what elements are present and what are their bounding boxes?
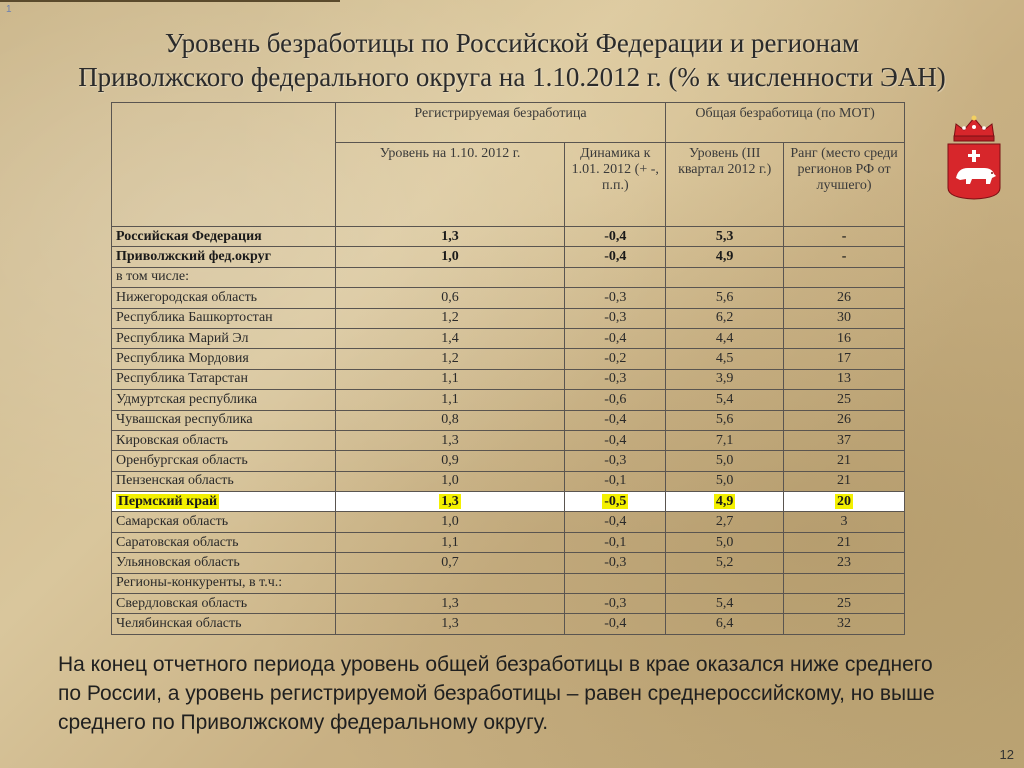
value-cell-dyn (565, 492, 666, 512)
value-cell-reg: 0,9 (335, 451, 565, 471)
region-name-cell: Челябинская область (112, 614, 336, 634)
value-cell-mot: 5,0 (666, 471, 784, 491)
region-name-cell: Ульяновская область (112, 553, 336, 573)
region-name-cell: Кировская область (112, 430, 336, 450)
page-number: 12 (999, 747, 1014, 762)
corner-mark: 1 (6, 4, 12, 15)
registered-unemployment-header: Регистрируемая безработица (335, 103, 666, 143)
region-name-cell: Свердловская область (112, 594, 336, 614)
region-name-cell: Республика Татарстан (112, 369, 336, 389)
value-cell-reg: 1,1 (335, 390, 565, 410)
value-cell-mot: 6,4 (666, 614, 784, 634)
table-row (112, 227, 905, 247)
table-row (112, 532, 905, 552)
table-row (112, 553, 905, 573)
value-cell-dyn: -0,6 (565, 390, 666, 410)
table-row (112, 512, 905, 532)
value-cell-rank: 25 (784, 390, 905, 410)
table-row (112, 390, 905, 410)
value-cell-mot (666, 267, 784, 287)
value-cell-rank: 25 (784, 594, 905, 614)
value-cell-rank: 37 (784, 430, 905, 450)
highlight-value: -0,5 (604, 493, 627, 509)
highlight-value: 4,9 (715, 493, 734, 509)
value-cell-mot: 3,9 (666, 369, 784, 389)
table-row (112, 288, 905, 308)
value-cell-dyn: -0,1 (565, 471, 666, 491)
value-cell-mot: 5,2 (666, 553, 784, 573)
region-header-cell (112, 103, 336, 227)
region-name-cell: Чувашская республика (112, 410, 336, 430)
value-cell-dyn: -0,3 (565, 288, 666, 308)
value-cell-mot (666, 492, 784, 512)
value-cell-mot: 2,7 (666, 512, 784, 532)
table-row (112, 573, 905, 593)
value-cell-reg (335, 573, 565, 593)
table-row (112, 267, 905, 287)
value-cell-rank: 32 (784, 614, 905, 634)
value-cell-dyn: -0,4 (565, 614, 666, 634)
crown-icon (954, 116, 994, 142)
region-name-cell: Республика Башкортостан (112, 308, 336, 328)
value-cell-mot: 5,6 (666, 410, 784, 430)
slide-title (20, 26, 1004, 94)
title-line-2: Приволжского федерального округа на 1.10.2012 г. (% к численности ЭАН) (78, 62, 946, 92)
value-cell-dyn (565, 573, 666, 593)
highlight-value: 1,3 (441, 493, 459, 509)
value-cell-rank: 16 (784, 328, 905, 348)
value-cell-dyn (565, 267, 666, 287)
table-row (112, 369, 905, 389)
region-name-cell: Самарская область (112, 512, 336, 532)
table-body (112, 227, 905, 635)
region-name-cell: Российская Федерация (112, 227, 336, 247)
region-name-cell: Регионы-конкуренты, в т.ч.: (112, 573, 336, 593)
value-cell-dyn: -0,4 (565, 227, 666, 247)
region-name-cell (112, 492, 336, 512)
value-cell-mot: 6,2 (666, 308, 784, 328)
value-cell-rank: - (784, 227, 905, 247)
level-header: Уровень на 1.10. 2012 г. (335, 143, 565, 227)
table-row (112, 492, 905, 512)
value-cell-reg: 0,7 (335, 553, 565, 573)
value-cell-rank: 30 (784, 308, 905, 328)
value-cell-dyn: -0,4 (565, 512, 666, 532)
region-name-cell: в том числе: (112, 267, 336, 287)
value-cell-mot: 4,9 (666, 247, 784, 267)
value-cell-dyn: -0,1 (565, 532, 666, 552)
rank-header: Ранг (место среди регионов РФ от лучшего) (784, 143, 905, 227)
value-cell-reg: 1,1 (335, 369, 565, 389)
region-name-cell: Приволжский фед.округ (112, 247, 336, 267)
level-mot-header: Уровень (III квартал 2012 г.) (666, 143, 784, 227)
value-cell-reg: 0,8 (335, 410, 565, 430)
value-cell-reg (335, 267, 565, 287)
value-cell-rank: 21 (784, 451, 905, 471)
value-cell-dyn: -0,3 (565, 594, 666, 614)
perm-coat-of-arms-icon (944, 112, 1004, 200)
value-cell-reg: 1,3 (335, 594, 565, 614)
value-cell-reg: 1,0 (335, 471, 565, 491)
value-cell-mot: 5,4 (666, 390, 784, 410)
value-cell-reg: 1,1 (335, 532, 565, 552)
table-row (112, 247, 905, 267)
value-cell-rank: 21 (784, 532, 905, 552)
region-name-cell: Оренбургская область (112, 451, 336, 471)
value-cell-dyn: -0,3 (565, 308, 666, 328)
value-cell-reg: 0,6 (335, 288, 565, 308)
value-cell-mot: 5,3 (666, 227, 784, 247)
dynamics-header: Динамика к 1.01. 2012 (+ -, п.п.) (565, 143, 666, 227)
value-cell-mot: 5,4 (666, 594, 784, 614)
value-cell-mot: 5,0 (666, 532, 784, 552)
highlight-value: 20 (837, 493, 852, 509)
value-cell-reg: 1,4 (335, 328, 565, 348)
value-cell-reg (335, 492, 565, 512)
value-cell-rank: 13 (784, 369, 905, 389)
value-cell-rank (784, 573, 905, 593)
value-cell-dyn: -0,3 (565, 553, 666, 573)
table-row (112, 410, 905, 430)
value-cell-mot: 4,5 (666, 349, 784, 369)
table-row (112, 471, 905, 491)
value-cell-dyn: -0,3 (565, 369, 666, 389)
value-cell-mot: 5,6 (666, 288, 784, 308)
value-cell-rank: 26 (784, 288, 905, 308)
group-header-row (112, 103, 905, 143)
table-row (112, 614, 905, 634)
table-row (112, 328, 905, 348)
value-cell-dyn: -0,4 (565, 247, 666, 267)
value-cell-reg: 1,3 (335, 227, 565, 247)
value-cell-reg: 1,2 (335, 308, 565, 328)
region-name-cell: Пензенская область (112, 471, 336, 491)
value-cell-rank: 23 (784, 553, 905, 573)
value-cell-dyn: -0,4 (565, 328, 666, 348)
region-name-cell: Удмуртская республика (112, 390, 336, 410)
value-cell-rank: - (784, 247, 905, 267)
value-cell-rank: 26 (784, 410, 905, 430)
table-row (112, 349, 905, 369)
unemployment-table (111, 102, 905, 635)
value-cell-reg: 1,3 (335, 430, 565, 450)
value-cell-rank (784, 492, 905, 512)
table-row (112, 308, 905, 328)
value-cell-reg: 1,0 (335, 512, 565, 532)
value-cell-dyn: -0,3 (565, 451, 666, 471)
value-cell-mot: 7,1 (666, 430, 784, 450)
highlight-name: Пермский край (118, 493, 218, 509)
region-name-cell: Саратовская область (112, 532, 336, 552)
title-line-1: Уровень безработицы по Российской Федерации и регионам (164, 28, 860, 58)
value-cell-rank: 17 (784, 349, 905, 369)
total-unemployment-header: Общая безработица (по МОТ) (666, 103, 905, 143)
region-name-cell: Нижегородская область (112, 288, 336, 308)
value-cell-dyn: -0,2 (565, 349, 666, 369)
value-cell-rank: 3 (784, 512, 905, 532)
value-cell-mot: 5,0 (666, 451, 784, 471)
value-cell-mot (666, 573, 784, 593)
value-cell-rank (784, 267, 905, 287)
value-cell-mot: 4,4 (666, 328, 784, 348)
table-row (112, 451, 905, 471)
region-name-cell: Республика Марий Эл (112, 328, 336, 348)
value-cell-rank: 21 (784, 471, 905, 491)
table-row (112, 594, 905, 614)
conclusion-text: На конец отчетного периода уровень общей безработицы в крае оказался ниже среднего по России, а уровень регистрируемой безработицы – равен среднероссийскому, но выше среднего по Приволжскому федеральному округу. (58, 653, 935, 734)
top-divider (0, 0, 340, 2)
value-cell-reg: 1,3 (335, 614, 565, 634)
value-cell-dyn: -0,4 (565, 430, 666, 450)
region-name-cell: Республика Мордовия (112, 349, 336, 369)
value-cell-reg: 1,2 (335, 349, 565, 369)
table-row (112, 430, 905, 450)
value-cell-reg: 1,0 (335, 247, 565, 267)
value-cell-dyn: -0,4 (565, 410, 666, 430)
